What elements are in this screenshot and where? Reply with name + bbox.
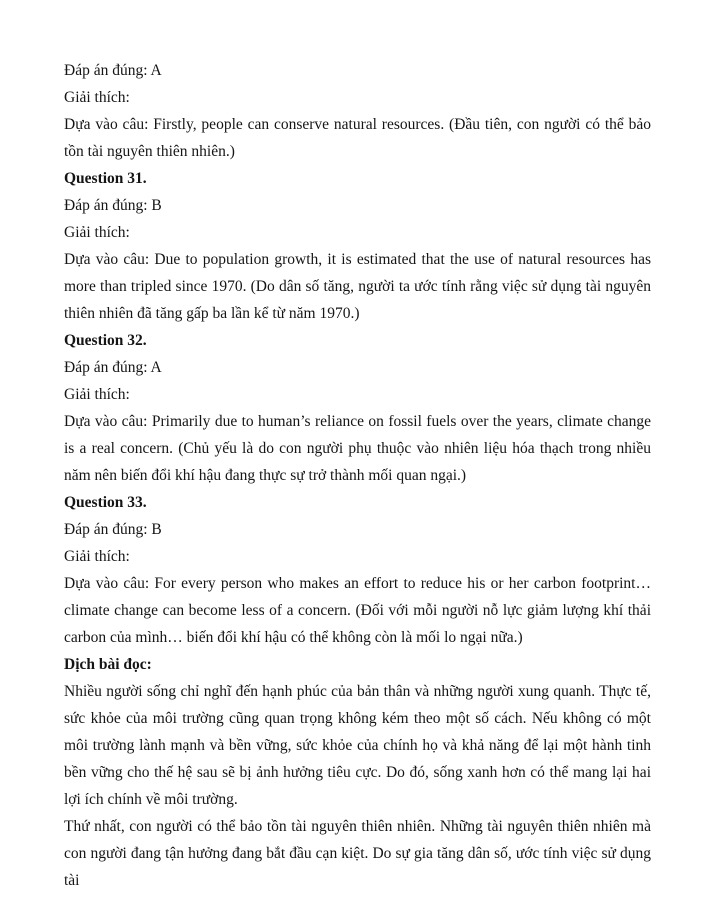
- answer-line: Đáp án đúng: A: [64, 359, 162, 376]
- question-heading-32: Question 32.: [64, 332, 147, 349]
- explanation-paragraph: Dựa vào câu: For every person who makes an effort to reduce his or her carbon footprint… climate change can become less of a concern. (Đối với mỗi người nỗ lực giảm lượng khí thải carbon của mình… biến đổi khí hậu có thể không còn là mối lo ngại nữa.): [64, 575, 651, 646]
- explanation-paragraph: Dựa vào câu: Due to population growth, it is estimated that the use of natural resources has more than tripled since 1970. (Do dân số tăng, người ta ước tính rằng việc sử dụng tài nguyên thiên nhiên đã tăng gấp ba lần kể từ năm 1970.): [64, 251, 651, 322]
- answer-line: Đáp án đúng: B: [64, 521, 162, 538]
- question-heading-33: Question 33.: [64, 494, 147, 511]
- translation-heading: Dịch bài đọc:: [64, 656, 152, 673]
- question-heading-31: Question 31.: [64, 170, 147, 187]
- explanation-label: Giải thích:: [64, 548, 130, 565]
- translation-paragraph: Thứ nhất, con người có thể bảo tồn tài nguyên thiên nhiên. Những tài nguyên thiên nhiên mà con người đang tận hưởng đang bắt đầu cạn kiệt. Do sự gia tăng dân số, ước tính việc sử dụng tài: [64, 818, 651, 889]
- explanation-paragraph: Dựa vào câu: Firstly, people can conserve natural resources. (Đầu tiên, con người có thể bảo tồn tài nguyên thiên nhiên.): [64, 116, 651, 160]
- explanation-paragraph: Dựa vào câu: Primarily due to human’s reliance on fossil fuels over the years, climate change is a real concern. (Chủ yếu là do con người phụ thuộc vào nhiên liệu hóa thạch trong nhiều năm nên biến đổi khí hậu đang thực sự trở thành mối quan ngại.): [64, 413, 651, 484]
- answer-line: Đáp án đúng: A: [64, 62, 162, 79]
- explanation-label: Giải thích:: [64, 386, 130, 403]
- explanation-label: Giải thích:: [64, 89, 130, 106]
- translation-paragraph: Nhiều người sống chỉ nghĩ đến hạnh phúc của bản thân và những người xung quanh. Thực tế, sức khỏe của môi trường cũng quan trọng không kém theo một số cách. Nếu không có một môi trường lành mạnh và bền vững, sức khỏe của chính họ và khả năng để lại một hành tinh bền vững cho thế hệ sau sẽ bị ảnh hưởng tiêu cực. Do đó, sống xanh hơn có thể mang lại hai lợi ích chính về môi trường.: [64, 683, 651, 808]
- answer-line: Đáp án đúng: B: [64, 197, 162, 214]
- explanation-label: Giải thích:: [64, 224, 130, 241]
